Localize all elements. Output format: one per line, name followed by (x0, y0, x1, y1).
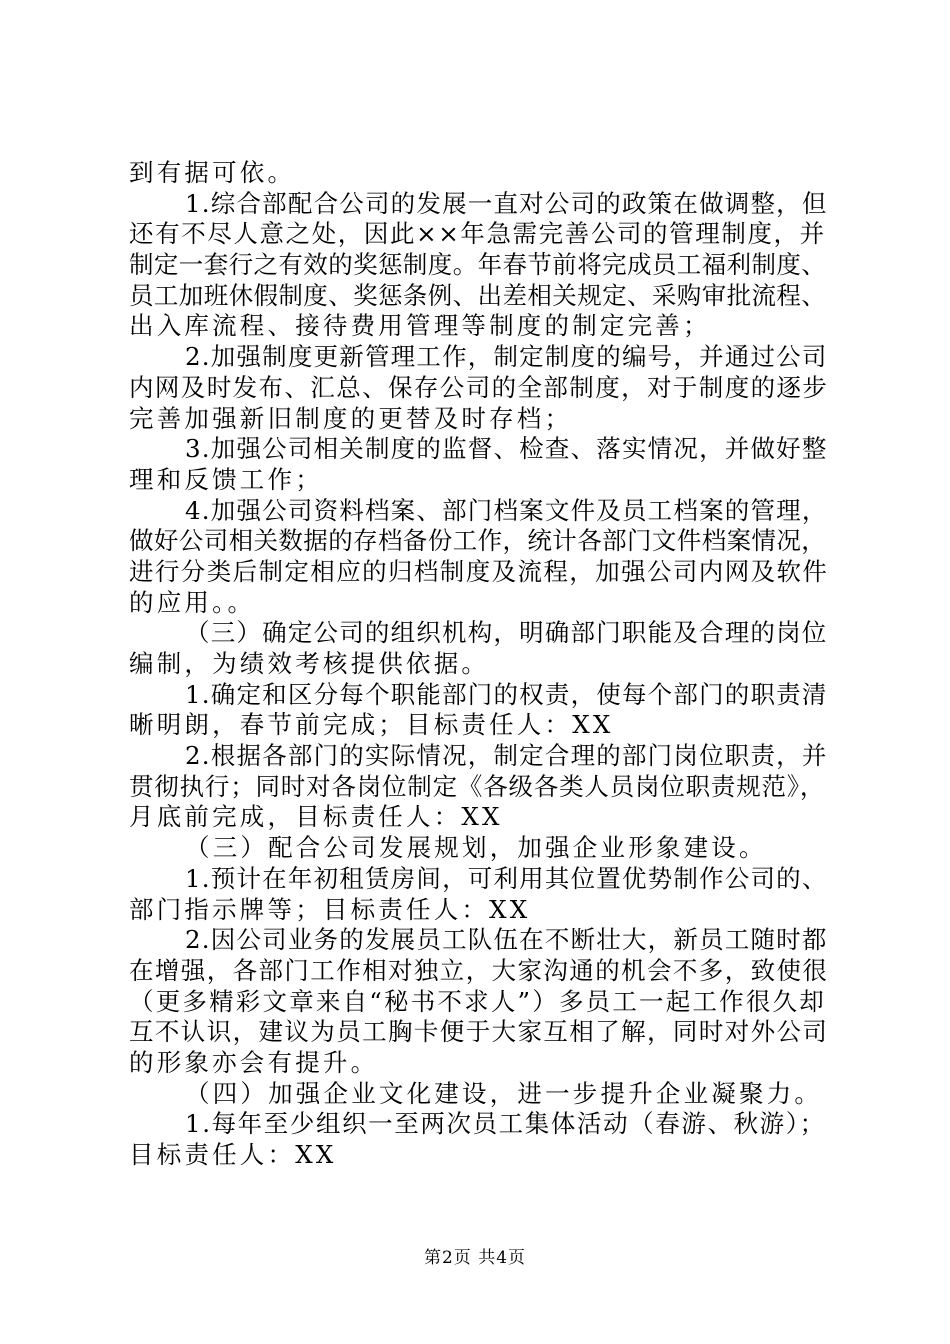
text-line: 进行分类后制定相应的归档制度及流程，加强公司内网及软件 (129, 556, 829, 586)
text-line: 4.加强公司资料档案、部门档案文件及员工档案的管理， (185, 495, 828, 525)
text-line: 2.因公司业务的发展员工队伍在不断壮大，新员工随时都 (185, 925, 828, 955)
text-line: （三）配合公司发展规划，加强企业形象建设。 (185, 833, 767, 863)
text-line: 1.预计在年初租赁房间，可利用其位置优势制作公司的、 (185, 863, 828, 893)
text-line: 部门指示牌等；目标责任人：XX (129, 894, 531, 924)
text-line: 内网及时发布、汇总、保存公司的全部制度，对于制度的逐步 (129, 372, 829, 402)
text-line: 互不认识，建议为员工胸卡便于大家互相了解，同时对外公司 (129, 1017, 829, 1047)
page-number-footer: 第2页 共4页 (423, 1248, 527, 1268)
text-line: 月底前完成，目标责任人：XX (129, 802, 503, 832)
text-line: （三）确定公司的组织机构，明确部门职能及合理的岗位 (185, 618, 828, 648)
text-line: 目标责任人：XX (129, 1140, 337, 1169)
text-line: 贯彻执行；同时对各岗位制定《各级各类人员岗位职责规范》， (129, 771, 826, 801)
text-line: 制定一套行之有效的奖惩制度。年春节前将完成员工福利制度、 (129, 250, 827, 280)
document-body (129, 158, 829, 1171)
text-line: 完善加强新旧制度的更替及时存档； (129, 403, 573, 433)
text-line: 3.加强公司相关制度的监督、检查、落实情况，并做好整 (185, 434, 828, 464)
text-line: （更多精彩文章来自“秘书不求人”）多员工一起工作很久却 (129, 986, 826, 1016)
text-line: 到有据可依。 (129, 158, 296, 187)
text-line: 编制，为绩效考核提供依据。 (129, 649, 490, 678)
text-line: 在增强，各部门工作相对独立，大家沟通的机会不多，致使很 (129, 955, 829, 985)
text-line: 2.根据各部门的实际情况，制定合理的部门岗位职责，并 (185, 741, 828, 771)
text-line: 做好公司相关数据的存档备份工作，统计各部门文件档案情况， (129, 526, 827, 556)
text-line: （四）加强企业文化建设，进一步提升企业凝聚力。 (185, 1078, 823, 1108)
text-line: 1.确定和区分每个职能部门的权责，使每个部门的职责清 (185, 679, 828, 709)
text-line: 1.综合部配合公司的发展一直对公司的政策在做调整，但 (185, 188, 828, 218)
text-line: 2.加强制度更新管理工作，制定制度的编号，并通过公司 (185, 342, 828, 372)
text-line: 的形象亦会有提升。 (129, 1047, 379, 1077)
text-line: 理和反馈工作； (129, 464, 323, 494)
text-line: 晰明朗，春节前完成；目标责任人：XX (129, 710, 614, 740)
text-line: 的应用。。 (129, 587, 256, 617)
text-line: 员工加班休假制度、奖惩条例、出差相关规定、采购审批流程、 (129, 280, 827, 310)
text-line: 还有不尽人意之处，因此××年急需完善公司的管理制度，并 (129, 219, 826, 249)
text-line: 1.每年至少组织一至两次员工集体活动（春游、秋游）； (185, 1109, 826, 1139)
text-line: 出入库流程、接待费用管理等制度的制定完善； (129, 311, 711, 341)
